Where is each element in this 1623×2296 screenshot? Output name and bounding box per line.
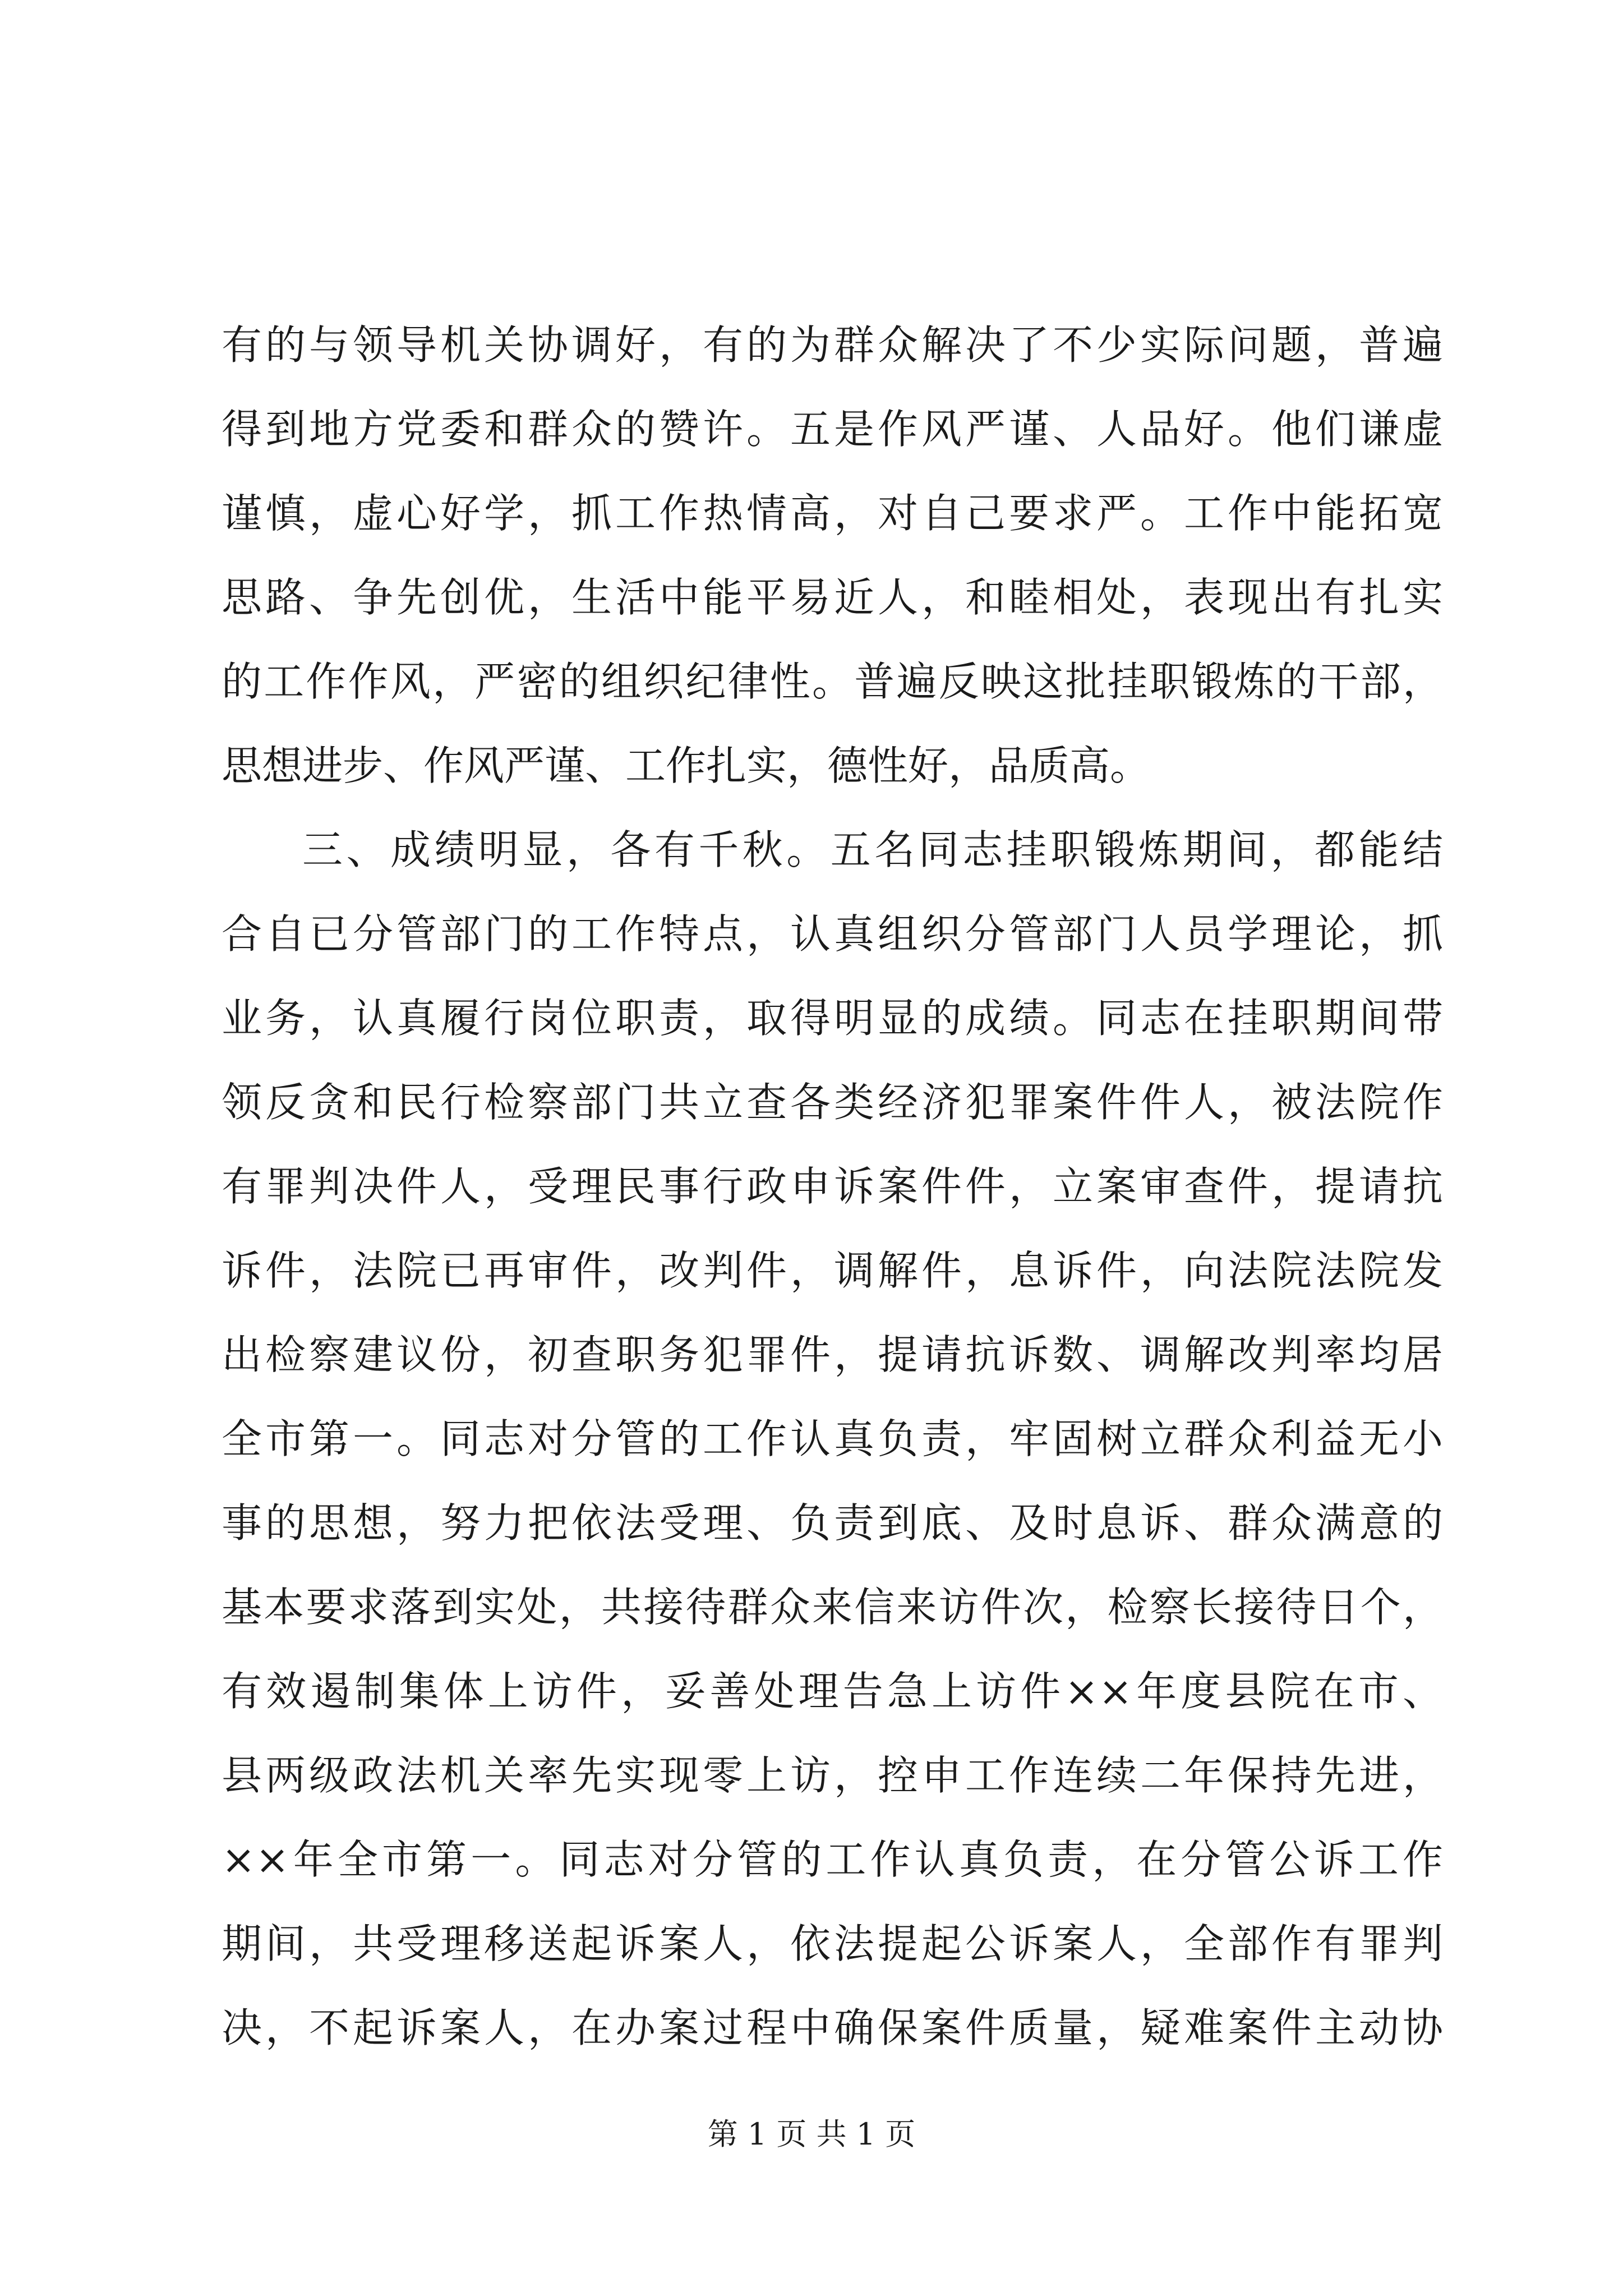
text-line: 合自已分管部门的工作特点，认真组织分管部门人员学理论，抓 xyxy=(222,910,1443,958)
text-line: 业务，认真履行岗位职责，取得明显的成绩。同志在挂职期间带 xyxy=(222,995,1443,1042)
text-line: 有效遏制集体上访件，妥善处理告急上访件××年度县院在市、 xyxy=(222,1668,1443,1715)
text-line: 县两级政法机关率先实现零上访，控申工作连续二年保持先进， xyxy=(222,1752,1443,1799)
text-line: 思路、争先创优，生活中能平易近人，和睦相处，表现出有扎实 xyxy=(222,574,1443,621)
text-line: 事的思想，努力把依法受理、负责到底、及时息诉、群众满意的 xyxy=(222,1499,1443,1547)
document-body xyxy=(222,303,1443,2070)
text-line: 诉件，法院已再审件，改判件，调解件，息诉件，向法院法院发 xyxy=(222,1247,1443,1294)
text-line: ××年全市第一。同志对分管的工作认真负责，在分管公诉工作 xyxy=(222,1836,1443,1883)
text-line: 得到地方党委和群众的赞许。五是作风严谨、人品好。他们谦虚 xyxy=(222,406,1443,453)
text-line: 有的与领导机关协调好，有的为群众解决了不少实际问题，普遍 xyxy=(222,321,1443,369)
text-line: 谨慎，虚心好学，抓工作热情高，对自己要求严。工作中能拓宽 xyxy=(222,490,1443,537)
text-line: 有罪判决件人，受理民事行政申诉案件件，立案审查件，提请抗 xyxy=(222,1163,1443,1210)
text-line: 的工作作风，严密的组织纪律性。普遍反映这批挂职锻炼的干部， xyxy=(222,658,1443,705)
text-line: 思想进步、作风严谨、工作扎实，德性好，品质高。 xyxy=(222,742,1151,789)
page-number-footer: 第 1 页 共 1 页 xyxy=(707,2116,916,2152)
text-line: 决，不起诉案人，在办案过程中确保案件质量，疑难案件主动协 xyxy=(222,2004,1443,2051)
text-line: 出检察建议份，初查职务犯罪件，提请抗诉数、调解改判率均居 xyxy=(222,1331,1443,1378)
text-line: 基本要求落到实处，共接待群众来信来访件次，检察长接待日个， xyxy=(222,1584,1443,1631)
paragraph-start-line: 三、成绩明显，各有千秋。五名同志挂职锻炼期间，都能结 xyxy=(302,826,1443,873)
text-line: 领反贪和民行检察部门共立查各类经济犯罪案件件人，被法院作 xyxy=(222,1079,1443,1126)
text-line: 全市第一。同志对分管的工作认真负责，牢固树立群众利益无小 xyxy=(222,1415,1443,1462)
text-line: 期间，共受理移送起诉案人，依法提起公诉案人，全部作有罪判 xyxy=(222,1920,1443,1967)
